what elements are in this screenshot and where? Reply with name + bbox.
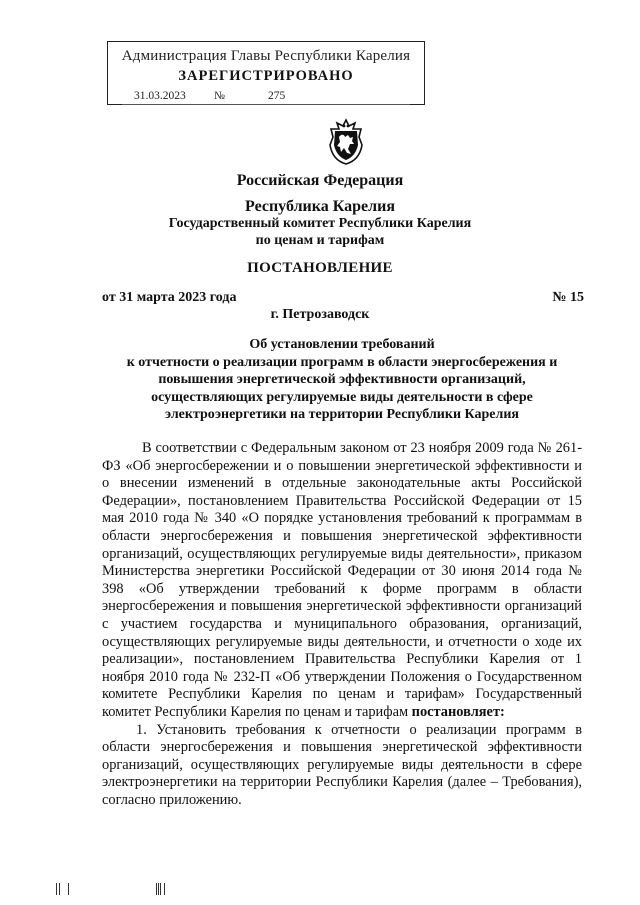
document-date: от 31 марта 2023 года	[102, 290, 237, 305]
committee-heading: Государственный комитет Республики Карелия	[168, 216, 472, 231]
title-line: Об установлении требований	[249, 337, 435, 352]
committee-heading-continued: по ценам и тарифам	[255, 233, 385, 248]
stamp-number-sign: №	[214, 90, 225, 102]
scan-marks-right	[156, 883, 176, 897]
item-1-paragraph: 1. Установить требования к отчетности о реализации программ в области энергосбережения и повышения энергетической эффективности организаций, осуществляющих регулируемые виды деятельности в сфере электроэнергетики на территории Республики Карелия (далее – Требования), согласно приложению.	[102, 721, 582, 808]
stamp-registration-line	[108, 90, 424, 104]
title-line: электроэнергетики на территории Республики Карелия	[165, 407, 519, 423]
stamp-date: 31.03.2023	[134, 90, 186, 102]
preamble-paragraph	[102, 440, 582, 722]
title-line: осуществляющих регулируемые виды деятельности в сфере	[151, 389, 533, 405]
scan-marks-left	[56, 883, 86, 897]
registration-stamp	[107, 41, 425, 105]
document-title	[102, 336, 582, 424]
stamp-status: ЗАРЕГИСТРИРОВАНО	[178, 68, 354, 84]
karelia-coat-of-arms-icon	[326, 117, 366, 165]
decides-keyword: постановляет:	[411, 703, 505, 720]
title-line: к отчетности о реализации программ в области энергосбережения и	[126, 354, 558, 370]
stamp-organization: Администрация Главы Республики Карелия	[121, 48, 411, 64]
title-line: повышения энергетической эффективности организаций,	[158, 372, 526, 388]
stamp-reg-number: 275	[268, 90, 286, 102]
republic-heading: Республика Карелия	[245, 198, 395, 215]
document-body	[102, 440, 582, 809]
document-city: г. Петрозаводск	[270, 307, 370, 322]
preamble-text: В соответствии с Федеральным законом от 23 ноября 2009 года № 261-ФЗ «Об энергосбережении и о повышении энергетической эффективности и о внесении изменений в отдельные законодательные акты Российской Федерации», постановлением Правительства Российской Федерации от 15 мая 2010 года № 340 «О порядке установления требований к программам в области энергосбережения и повышения энергетической эффективности организаций, осуществляющих регулируемые виды деятельности», приказом Министерства энергетики Российской Федерации от 30 июня 2014 года № 398 «Об утверждении требований к форме программ в области энергосбережения и повышения энергетической эффективности организаций с участием государства и муниципального образования, организаций, осуществляющих регулируемые виды деятельности, и отчетности о ходе их реализации», постановлением Правительства Республики Карелия от 1 ноября 2010 года № 232-П «Об утверждении Положения о Государственном комитете Республики Карелия по ценам и тарифам» Государственный комитет Республики Карелия по ценам и тарифам	[102, 440, 582, 720]
document-type: ПОСТАНОВЛЕНИЕ	[247, 260, 393, 276]
stamp-underline	[122, 104, 410, 105]
country-heading: Российская Федерация	[236, 172, 404, 189]
document-number: № 15	[552, 290, 584, 305]
